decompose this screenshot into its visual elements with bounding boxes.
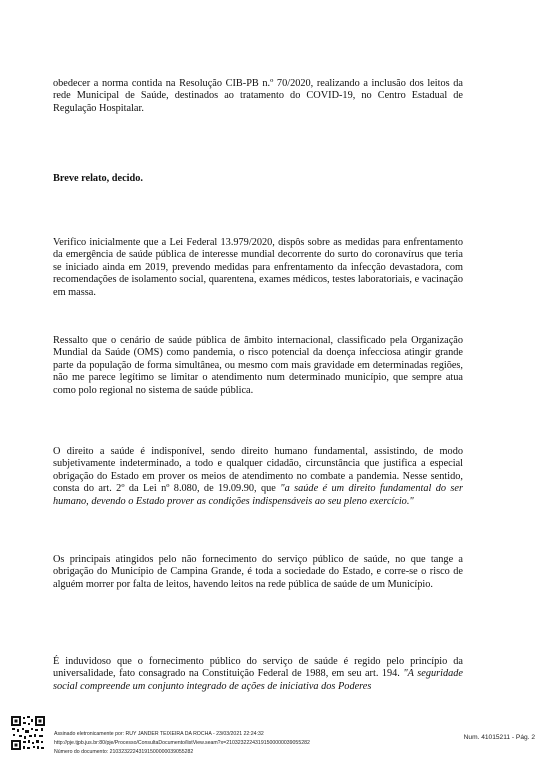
paragraph-direito-saude-text: O direito a saúde é indisponível, sendo direito humano fundamental, assistindo, de modo subjetivamente indeterminado, a todo e qualquer cidadão, circunstância que justifica a especial obrigação do Estado em prover os meios de atendimento no combate a pandemia. Nesse sentido, consta do art. 2º da Lei nº 8.080, de 19.09.90, que [53, 446, 463, 495]
section-heading: Breve relato, decido. [53, 173, 143, 184]
paragraph-universalidade [53, 656, 463, 693]
signature-line: Assinado eletronicamente por: RUY JANDER TEIXEIRA DA ROCHA - 23/03/2021 22:24:32 [54, 731, 264, 737]
paragraph-lei-federal: Verifico inicialmente que a Lei Federal 13.979/2020, dispôs sobre as medidas para enfrentamento da emergência de saúde pública de interesse mundial decorrente do surto do coronavírus que teria se iniciado ainda em 2019, prevendo medidas para enfrentamento da infecção devastadora, com recomendações de isolamento social, quarentena, exames médicos, testes laboratoriais, e vacinação em massa. [53, 237, 463, 298]
paragraph-direito-saude [53, 446, 463, 508]
quote-art-194: "A seguridade social compreende um conjunto integrado de ações de iniciativa dos Poderes [53, 668, 464, 692]
page-reference: Num. 41015211 - Pág. 2 [463, 734, 535, 741]
paragraph-principais-atingidos: Os principais atingidos pelo não fornecimento do serviço público de saúde, no que tange a obrigação do Município de Campina Grande, é toda a sociedade do Estado, e corre-se o risco de alguém morrer por falta de leitos, havendo leitos na rede pública de saúde de um Município. [53, 554, 463, 590]
paragraph-cenario-saude: Ressalto que o cenário de saúde pública de âmbito internacional, classificado pela Organização Mundial da Saúde (OMS) como pandemia, o risco potencial da doença infecciosa atingir grande parte da população de forma simultânea, ou mesmo com mais gravidade em determinadas regiões, não me parece legítimo se limitar o atendimento num determinado município, que sempre atua como polo regional no sistema de saúde pública. [53, 335, 463, 396]
paragraph-resolution: obedecer a norma contida na Resolução CIB-PB n.º 70/2020, realizando a inclusão dos leitos da rede Municipal de Saúde, destinados ao tratamento do COVID-19, no Centro Estadual de Regulação Hospitalar. [53, 78, 463, 114]
document-url[interactable]: http://pje.tjpb.jus.br:80/pje/Processo/ConsultaDocumento/listView.seam?x=21032322243191500000039055282 [54, 740, 310, 746]
paragraph-universalidade-text: É induvidoso que o fornecimento público do serviço de saúde é regido pelo princípio da universalidade, fato consagrado na Constituição Federal de 1988, em seu art. 194. [53, 656, 463, 680]
qr-code-icon [10, 715, 46, 751]
document-number: Número do documento: 21032322243191500000039055282 [54, 749, 194, 755]
quote-lei-8080: "a saúde é um direito fundamental do ser humano, devendo o Estado prover as condições indispensáveis ao seu pleno exercício." [53, 483, 464, 507]
